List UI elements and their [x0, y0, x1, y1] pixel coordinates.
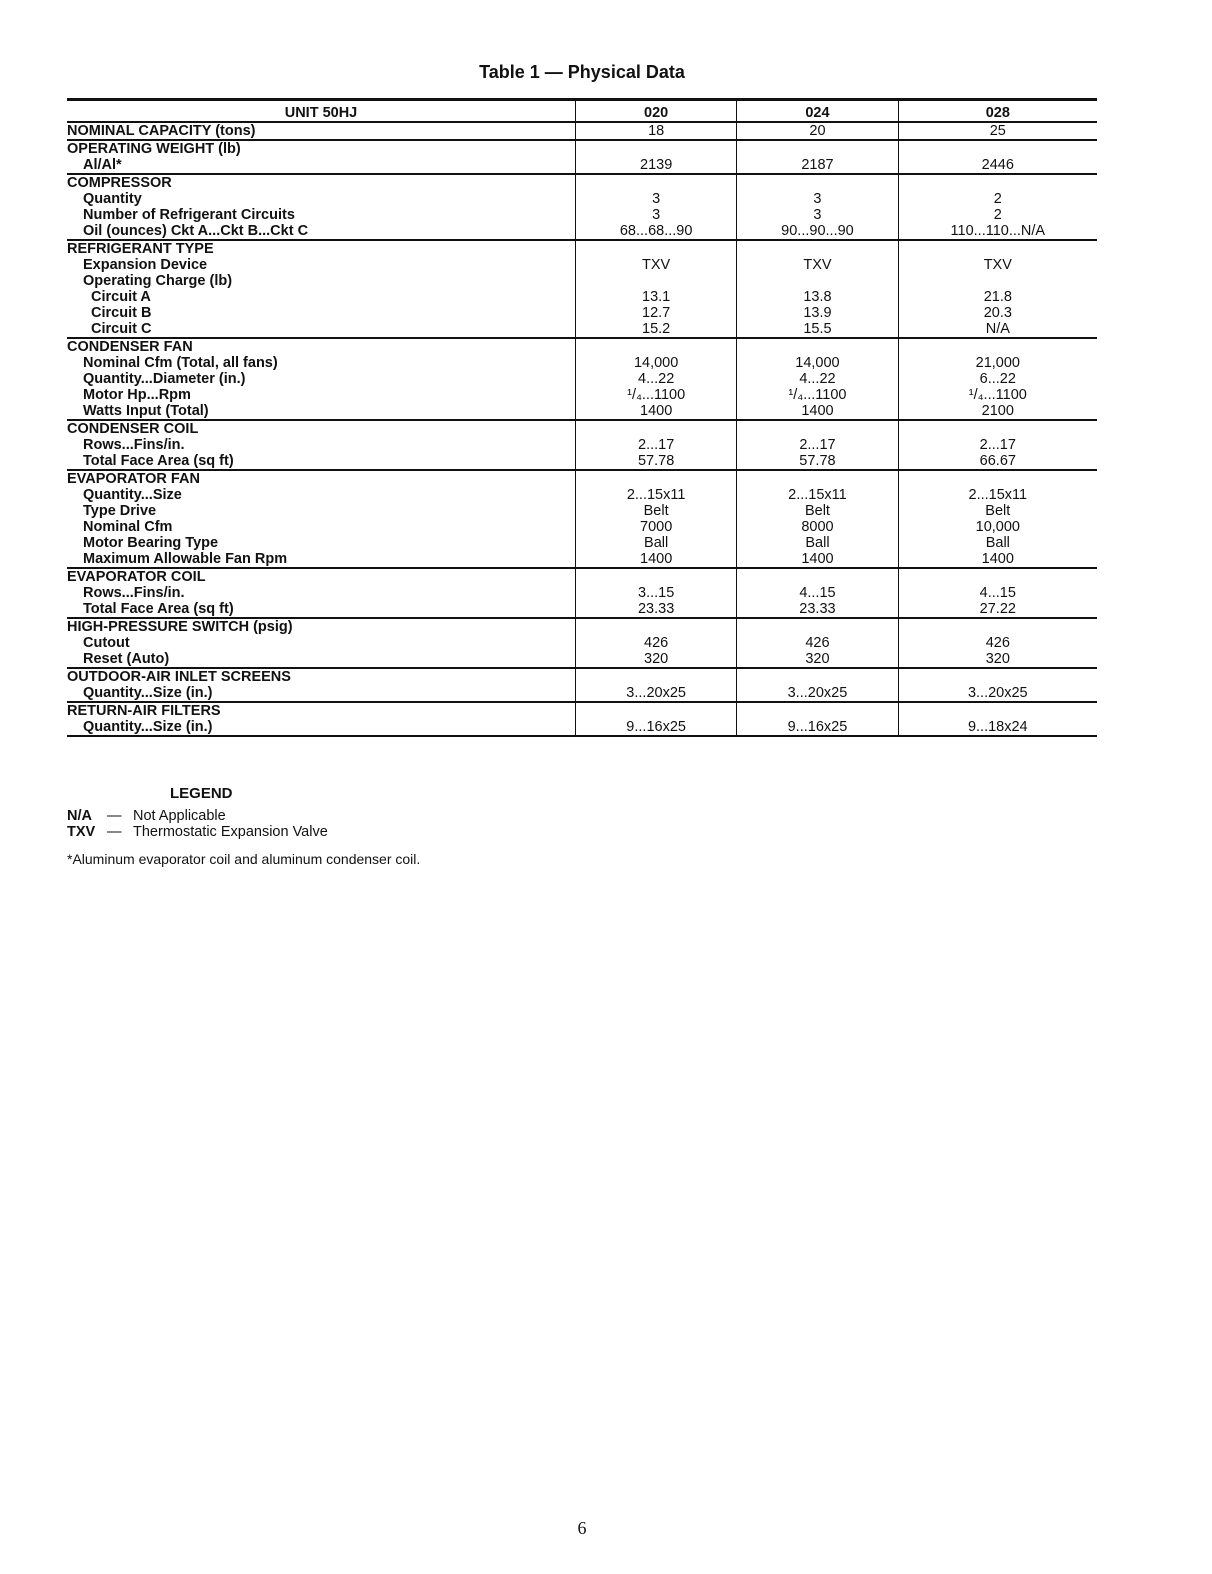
value: 2...17: [638, 437, 675, 453]
value: [576, 175, 736, 191]
value: [899, 669, 1097, 685]
table-row: [67, 174, 1097, 240]
value-cell-028: [898, 568, 1097, 618]
value-cell-024: [737, 140, 898, 174]
legend-item: [67, 808, 328, 824]
row-label-cell: [67, 174, 575, 240]
value: 21,000: [975, 355, 1020, 371]
value: [737, 703, 897, 719]
value: ¹/₄...1100: [627, 387, 686, 403]
value: [899, 619, 1097, 635]
row-label: Rows...Fins/in.: [83, 437, 185, 453]
value: 21.8: [983, 289, 1012, 305]
row-label: Quantity...Size (in.): [83, 685, 213, 701]
table-title: Table 1 — Physical Data: [479, 62, 685, 82]
table-row: [67, 470, 1097, 568]
value-cell-024: [737, 470, 898, 568]
row-label: Quantity...Diameter (in.): [83, 371, 246, 387]
row-label: Quantity: [83, 191, 142, 207]
row-label: Motor Bearing Type: [83, 535, 219, 551]
table-row: [67, 702, 1097, 736]
value: 90...90...90: [781, 223, 854, 239]
value: [576, 421, 736, 437]
value: [737, 471, 897, 487]
legend-dash: —: [107, 808, 122, 824]
table-row: [67, 420, 1097, 470]
footnote: *Aluminum evaporator coil and aluminum condenser coil.: [67, 851, 421, 867]
value: [737, 141, 897, 157]
row-label: Operating Charge (lb): [83, 273, 233, 289]
row-label: Al/Al*: [83, 157, 122, 173]
value-cell-024: [737, 568, 898, 618]
value: 1400: [981, 551, 1014, 567]
value: 1400: [801, 551, 834, 567]
value: 2446: [981, 157, 1014, 173]
value-cell-028: [898, 240, 1097, 338]
value: 2: [993, 191, 1002, 207]
value: 320: [805, 651, 830, 667]
value: 66.67: [979, 453, 1016, 469]
value: 3...15: [638, 585, 675, 601]
header-020: 020: [575, 100, 736, 123]
value: TXV: [642, 257, 671, 273]
value: [899, 141, 1097, 157]
value: 9...16x25: [626, 719, 686, 735]
value: 1400: [640, 551, 673, 567]
row-label: Nominal Cfm (Total, all fans): [83, 355, 278, 371]
value: 18: [648, 123, 665, 139]
value: 3: [652, 207, 661, 223]
value: 4...22: [638, 371, 675, 387]
value-cell-020: [575, 174, 736, 240]
legend-dash: —: [107, 824, 122, 840]
row-label-cell: [67, 420, 575, 470]
value: [737, 421, 897, 437]
value-cell-028: [898, 618, 1097, 668]
value: 3: [813, 191, 822, 207]
row-label: Oil (ounces) Ckt A...Ckt B...Ckt C: [83, 223, 309, 239]
value: [576, 703, 736, 719]
value-cell-028: [898, 174, 1097, 240]
section-heading: HIGH-PRESSURE SWITCH (psig): [67, 619, 293, 635]
value: 2...17: [799, 437, 836, 453]
value: [737, 619, 897, 635]
value-cell-028: [898, 702, 1097, 736]
value: [737, 669, 897, 685]
table-row: [67, 240, 1097, 338]
value-cell-024: [737, 668, 898, 702]
row-label: Watts Input (Total): [83, 403, 209, 419]
value: [899, 471, 1097, 487]
value: 20.3: [983, 305, 1012, 321]
value: 320: [644, 651, 669, 667]
table-header-row: [67, 100, 1097, 123]
value: 3...20x25: [626, 685, 686, 701]
value: 4...15: [799, 585, 836, 601]
value: 23.33: [637, 601, 675, 617]
value-cell-020: [575, 420, 736, 470]
value: 2...15x11: [626, 487, 686, 503]
row-label: Total Face Area (sq ft): [83, 601, 234, 617]
row-label-cell: [67, 618, 575, 668]
value: 14,000: [633, 355, 679, 371]
table-row: [67, 122, 1097, 140]
value: 8000: [801, 519, 834, 535]
value-cell-028: [898, 668, 1097, 702]
value: 68...68...90: [619, 223, 693, 239]
row-label: Expansion Device: [83, 257, 208, 273]
section-heading: CONDENSER COIL: [67, 421, 199, 437]
value: [576, 273, 736, 289]
row-label: Cutout: [83, 635, 130, 651]
value: 13.8: [803, 289, 832, 305]
header-024: 024: [737, 100, 898, 123]
value-cell-024: [737, 702, 898, 736]
value-cell-020: [575, 470, 736, 568]
value: [576, 141, 736, 157]
value: Belt: [985, 503, 1011, 519]
value-cell-020: [575, 702, 736, 736]
value: 2100: [981, 403, 1014, 419]
value: 4...15: [979, 585, 1016, 601]
value: [899, 703, 1097, 719]
page-number: 6: [577, 1518, 587, 1538]
legend-desc: Thermostatic Expansion Valve: [133, 824, 328, 840]
row-label: Quantity...Size: [83, 487, 182, 503]
value: [899, 421, 1097, 437]
value: 15.2: [642, 321, 671, 337]
value-cell-020: [575, 122, 736, 140]
legend: [67, 808, 328, 840]
row-label: Maximum Allowable Fan Rpm: [83, 551, 288, 567]
section-heading: OPERATING WEIGHT (lb): [67, 141, 241, 157]
value: [899, 339, 1097, 355]
value: 3...20x25: [967, 685, 1028, 701]
value: 1400: [801, 403, 834, 419]
value: [899, 241, 1097, 257]
row-label-cell: [67, 240, 575, 338]
value: ¹/₄...1100: [968, 387, 1027, 403]
row-label: Circuit B: [91, 305, 152, 321]
value: [576, 339, 736, 355]
section-heading: REFRIGERANT TYPE: [67, 241, 214, 257]
value: 320: [985, 651, 1010, 667]
value: [737, 175, 897, 191]
value-cell-028: [898, 420, 1097, 470]
value: [576, 241, 736, 257]
value-cell-028: [898, 122, 1097, 140]
value: 2...17: [979, 437, 1016, 453]
value: 2187: [801, 157, 834, 173]
value: 426: [985, 635, 1010, 651]
value-cell-024: [737, 618, 898, 668]
section-heading: NOMINAL CAPACITY (tons): [67, 123, 256, 139]
legend-abbr: N/A: [67, 808, 92, 824]
row-label: Reset (Auto): [83, 651, 170, 667]
legend-item: [67, 824, 328, 840]
section-heading: CONDENSER FAN: [67, 339, 193, 355]
row-label: Quantity...Size (in.): [83, 719, 213, 735]
value: [576, 669, 736, 685]
value: 12.7: [642, 305, 671, 321]
value: 25: [989, 123, 1006, 139]
value: N/A: [985, 321, 1010, 337]
legend-title: LEGEND: [170, 785, 233, 802]
value: 13.1: [642, 289, 671, 305]
value: 57.78: [799, 453, 836, 469]
value-cell-028: [898, 338, 1097, 420]
value: 426: [644, 635, 669, 651]
value: 10,000: [975, 519, 1020, 535]
section-heading: EVAPORATOR COIL: [67, 569, 206, 585]
value: 2...15x11: [788, 487, 847, 503]
value: 13.9: [803, 305, 832, 321]
row-label: Circuit C: [91, 321, 152, 337]
section-heading: COMPRESSOR: [67, 175, 172, 191]
value: 2: [993, 207, 1002, 223]
value: 27.22: [979, 601, 1016, 617]
row-label: Rows...Fins/in.: [83, 585, 185, 601]
value: 9...18x24: [967, 719, 1028, 735]
value-cell-028: [898, 470, 1097, 568]
value: 3: [652, 191, 661, 207]
row-label: Motor Hp...Rpm: [83, 387, 191, 403]
value: 6...22: [979, 371, 1016, 387]
value-cell-020: [575, 338, 736, 420]
value-cell-020: [575, 140, 736, 174]
section-heading: OUTDOOR-AIR INLET SCREENS: [67, 669, 291, 685]
section-heading: EVAPORATOR FAN: [67, 471, 200, 487]
value: 426: [805, 635, 830, 651]
table-row: [67, 568, 1097, 618]
row-label: Number of Refrigerant Circuits: [83, 207, 295, 223]
value: 4...22: [799, 371, 836, 387]
value: [899, 273, 1097, 289]
row-label-cell: [67, 470, 575, 568]
value: 23.33: [799, 601, 836, 617]
value: [576, 471, 736, 487]
value: 2139: [640, 157, 673, 173]
value: [737, 339, 897, 355]
value: 110...110...N/A: [950, 223, 1046, 239]
table-row: [67, 668, 1097, 702]
value-cell-024: [737, 338, 898, 420]
value-cell-020: [575, 618, 736, 668]
row-label-cell: [67, 568, 575, 618]
value: 3...20x25: [787, 685, 848, 701]
row-label-cell: [67, 702, 575, 736]
value-cell-024: [737, 240, 898, 338]
value: Ball: [644, 535, 669, 551]
value: Belt: [804, 503, 830, 519]
value-cell-024: [737, 420, 898, 470]
value: 7000: [640, 519, 673, 535]
value-cell-024: [737, 122, 898, 140]
value: [737, 273, 897, 289]
row-label-cell: [67, 122, 575, 140]
value: [899, 175, 1097, 191]
legend-abbr: TXV: [67, 824, 96, 840]
value: 15.5: [803, 321, 832, 337]
value: TXV: [803, 257, 832, 273]
table-row: [67, 140, 1097, 174]
value: 3: [813, 207, 822, 223]
value: [576, 569, 736, 585]
value: 14,000: [795, 355, 840, 371]
value: [737, 241, 897, 257]
row-label: Total Face Area (sq ft): [83, 453, 234, 469]
section-heading: RETURN-AIR FILTERS: [67, 703, 221, 719]
value: Belt: [643, 503, 669, 519]
value: TXV: [983, 257, 1012, 273]
value-cell-028: [898, 140, 1097, 174]
value: 1400: [640, 403, 673, 419]
value-cell-024: [737, 174, 898, 240]
header-unit: UNIT 50HJ: [67, 100, 575, 123]
row-label: Circuit A: [91, 289, 151, 305]
value: [737, 569, 897, 585]
value: 20: [809, 123, 826, 139]
table-row: [67, 618, 1097, 668]
row-label-cell: [67, 140, 575, 174]
value-cell-020: [575, 568, 736, 618]
value-cell-020: [575, 240, 736, 338]
value: [576, 619, 736, 635]
legend-desc: Not Applicable: [133, 808, 226, 824]
table-body: [67, 122, 1097, 736]
row-label: Type Drive: [83, 503, 157, 519]
row-label-cell: [67, 668, 575, 702]
header-028: 028: [898, 100, 1097, 123]
value: ¹/₄...1100: [788, 387, 847, 403]
value: 9...16x25: [787, 719, 848, 735]
row-label-cell: [67, 338, 575, 420]
physical-data-table: [67, 98, 1097, 737]
value: [899, 569, 1097, 585]
value: Ball: [805, 535, 830, 551]
value: Ball: [985, 535, 1010, 551]
row-label: Nominal Cfm: [83, 519, 173, 535]
table-row: [67, 338, 1097, 420]
value: 2...15x11: [968, 487, 1028, 503]
value-cell-020: [575, 668, 736, 702]
value: 57.78: [637, 453, 675, 469]
